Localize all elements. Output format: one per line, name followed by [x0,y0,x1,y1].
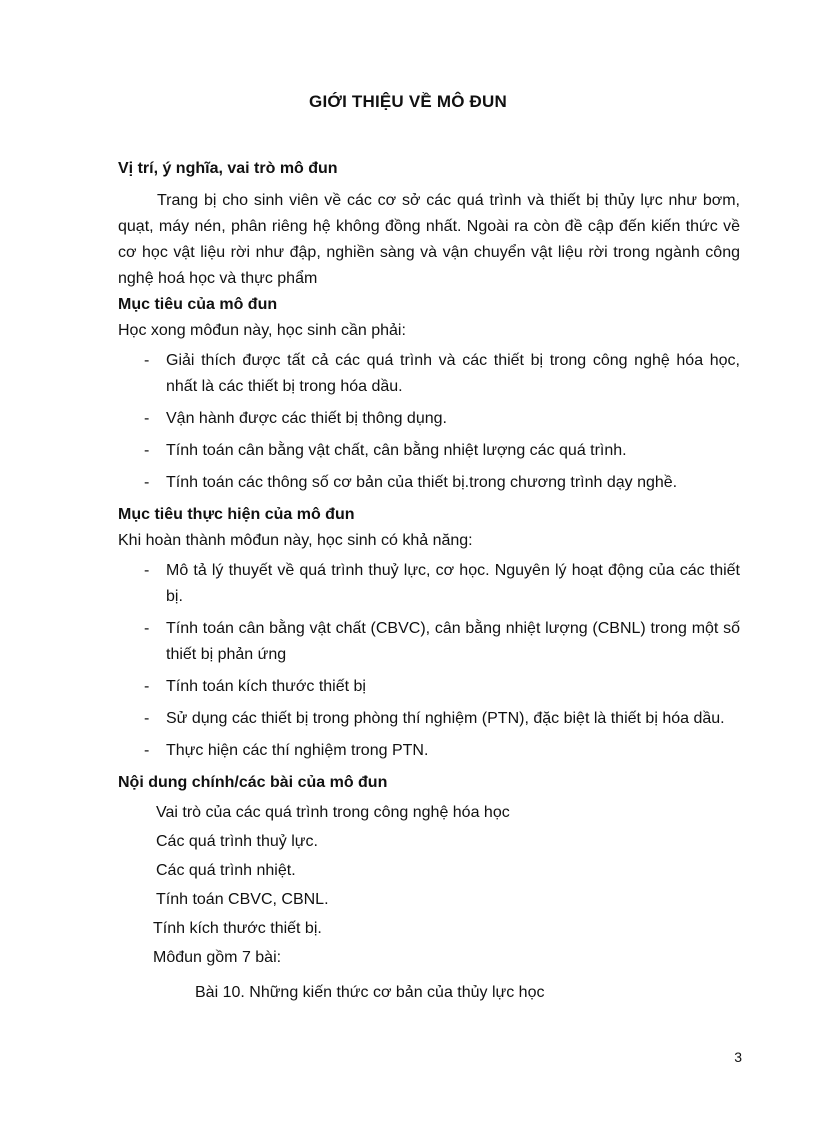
page-title: GIỚI THIỆU VỀ MÔ ĐUN [309,92,507,111]
content-line: Các quá trình nhiệt. [156,862,296,879]
section-paragraph-position: Trang bị cho sinh viên về các cơ sở các quá trình và thiết bị thủy lực như bơm, quạt, máy nén, phân riêng hệ không đồng nhất. Ngoài ra còn đề cập đến kiến thức về cơ học vật liệu rời như đập, nghiền sàng và vận chuyển vật liệu rời trong ngành công nghệ hoá học và thực phẩm [118,192,740,287]
list-item: - Sử dụng các thiết bị trong phòng thí nghiệm (PTN), đặc biệt là thiết bị hóa dầu. [118,706,740,732]
section-heading-performance-objectives: Mục tiêu thực hiện của mô đun [118,506,355,523]
content-line: Vai trò của các quá trình trong công nghệ hóa học [156,804,510,821]
objectives-list [118,348,740,496]
list-item: - Giải thích được tất cả các quá trình và các thiết bị trong công nghệ hóa học, nhất là các thiết bị trong hóa dầu. [118,348,740,400]
list-item: - Vận hành được các thiết bị thông dụng. [118,406,740,432]
list-item: - Thực hiện các thí nghiệm trong PTN. [118,738,740,764]
objectives-intro: Học xong môđun này, học sinh cần phải: [118,322,406,339]
list-item: - Tính toán cân bằng vật chất, cân bằng nhiệt lượng các quá trình. [118,438,740,464]
content-lines [118,798,740,1007]
performance-list [118,558,740,764]
list-item: - Tính toán kích thước thiết bị [118,674,740,700]
list-item: - Tính toán cân bằng vật chất (CBVC), cân bằng nhiệt lượng (CBNL) trong một số thiết bị phản ứng [118,616,740,668]
section-heading-position: Vị trí, ý nghĩa, vai trò mô đun [118,160,338,177]
section-heading-content: Nội dung chính/các bài của mô đun [118,774,388,791]
list-item: - Tính toán các thông số cơ bản của thiết bị.trong chương trình dạy nghề. [118,470,740,496]
section-heading-objectives: Mục tiêu của mô đun [118,296,278,313]
lesson-line: Bài 10. Những kiến thức cơ bản của thủy lực học [195,984,545,1001]
document-body [118,156,740,1007]
performance-intro: Khi hoàn thành môđun này, học sinh có khả năng: [118,532,473,549]
list-item: - Mô tả lý thuyết về quá trình thuỷ lực, cơ học. Nguyên lý hoạt động của các thiết bị. [118,558,740,610]
content-line: Môđun gồm 7 bài: [153,949,282,966]
content-line: Tính kích thước thiết bị. [153,920,322,937]
content-line: Các quá trình thuỷ lực. [156,833,318,850]
content-line: Tính toán CBVC, CBNL. [156,891,329,908]
page-number: 3 [734,1049,742,1065]
